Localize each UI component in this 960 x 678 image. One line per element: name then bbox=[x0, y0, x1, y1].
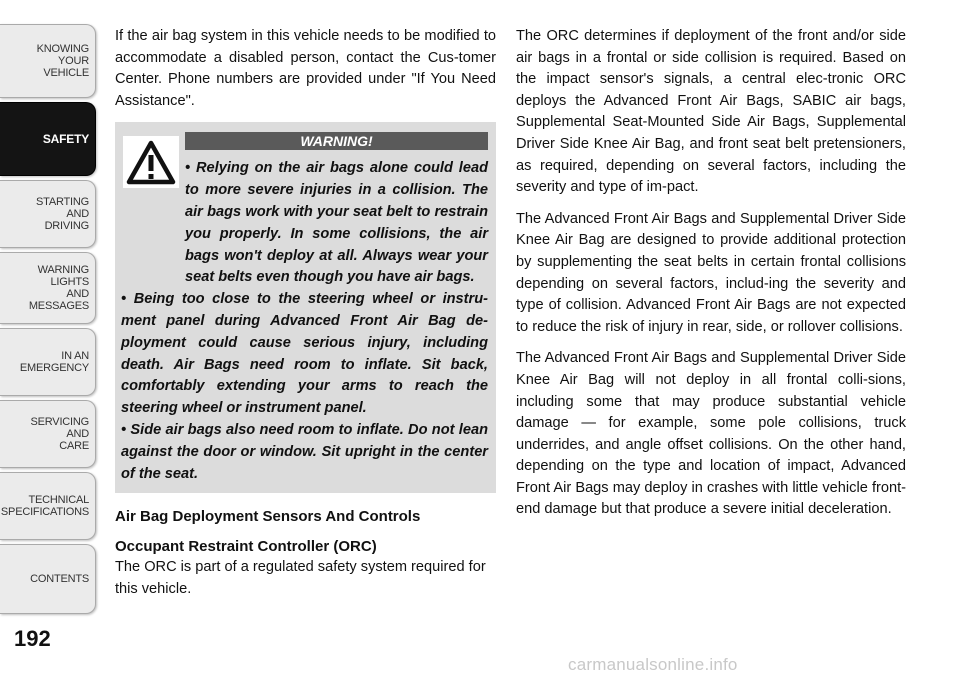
warning-triangle-icon bbox=[123, 136, 179, 188]
warning-item: • Relying on the air bags alone could lead to more severe injuries in a collision. The air bags work with your seat belt to restrain you properly. In some collisions, the air bags won't deploy at all. Always wear your seat belts even though you have air bags. bbox=[185, 160, 488, 286]
section-heading: Air Bag Deployment Sensors And Controls bbox=[115, 508, 421, 526]
paragraph: The ORC determines if deployment of the front and/or side air bags in a frontal or side collision is required. Based on the impact sensor's signals, a central elec-tronic ORC deploys the Advanced Front Air Bags, SABIC air bags, Supplemental Seat-Mounted Side Air Bags, Supplemental Driver Side Knee Air Bag, and front seat belt pretensioners, as required, depending on several factors, including the severity and type of im-pact. bbox=[516, 28, 906, 196]
tab-servicing-and-care[interactable] bbox=[0, 400, 96, 468]
tab-technical-specifications[interactable] bbox=[0, 472, 96, 540]
tab-label: STARTING AND DRIVING bbox=[36, 196, 89, 232]
tab-safety[interactable] bbox=[0, 102, 96, 176]
tab-label: KNOWING YOUR VEHICLE bbox=[36, 43, 89, 79]
tab-label: WARNING LIGHTS AND MESSAGES bbox=[28, 264, 89, 312]
tab-starting-and-driving[interactable] bbox=[0, 180, 96, 248]
tab-label: IN AN EMERGENCY bbox=[19, 350, 89, 374]
paragraph: The Advanced Front Air Bags and Supplemental Driver Side Knee Air Bag will not deploy in all frontal colli-sions, including some that may produce substantial vehicle damage — for example, some pole collisions, truck underrides, and angle offset collisions. On the other hand, depending on the type and location of impact, Advanced Front Air Bags may deploy in crashes with little vehicle front-end damage but that produce a severe initial deceleration. bbox=[516, 350, 906, 518]
orc-paragraph: The ORC is part of a regulated safety system required for this vehicle. bbox=[115, 559, 486, 597]
tab-label: SERVICING AND CARE bbox=[30, 416, 89, 452]
tab-label: SAFETY bbox=[42, 132, 89, 146]
right-column bbox=[516, 26, 906, 531]
watermark: carmanualsonline.info bbox=[568, 655, 738, 674]
warning-text bbox=[121, 158, 488, 485]
tab-knowing-your-vehicle[interactable] bbox=[0, 24, 96, 98]
paragraph: The Advanced Front Air Bags and Supplemental Driver Side Knee Air Bag are designed to provide additional protection by supplementing the seat belts in certain frontal collisions depending on several factors, includ-ing the severity and type of collision. Advanced Front Air Bags are not expected to reduce the risk of injury in rear, side, or rollover collisions. bbox=[516, 210, 906, 335]
warning-title: WARNING! bbox=[185, 132, 488, 150]
intro-paragraph: If the air bag system in this vehicle needs to be modified to accommodate a disabled person, contact the Cus-tomer Center. Phone numbers are provided under "If You Need Assistance". bbox=[115, 28, 496, 109]
sub-heading: Occupant Restraint Controller (ORC) bbox=[115, 538, 377, 556]
page-number: 192 bbox=[14, 626, 51, 651]
tab-contents[interactable] bbox=[0, 544, 96, 614]
warning-item: • Side air bags also need room to inflate. Do not lean against the door or window. Sit upright in the center of the seat. bbox=[121, 421, 488, 482]
tab-label: TECHNICAL SPECIFICATIONS bbox=[0, 494, 89, 518]
chapter-tabs bbox=[0, 0, 98, 640]
tab-label: CONTENTS bbox=[30, 573, 89, 585]
left-column bbox=[115, 26, 496, 611]
tab-in-an-emergency[interactable] bbox=[0, 328, 96, 396]
tab-warning-lights-and-messages[interactable] bbox=[0, 252, 96, 324]
warning-item: • Being too close to the steering wheel or instru-ment panel during Advanced Front Air Bag de-ployment could cause serious injury, including death. Air Bags need room to inflate. Sit back, comfortably extending your arms to reach the steering wheel or instrument panel. bbox=[121, 291, 488, 417]
warning-box bbox=[115, 122, 496, 493]
